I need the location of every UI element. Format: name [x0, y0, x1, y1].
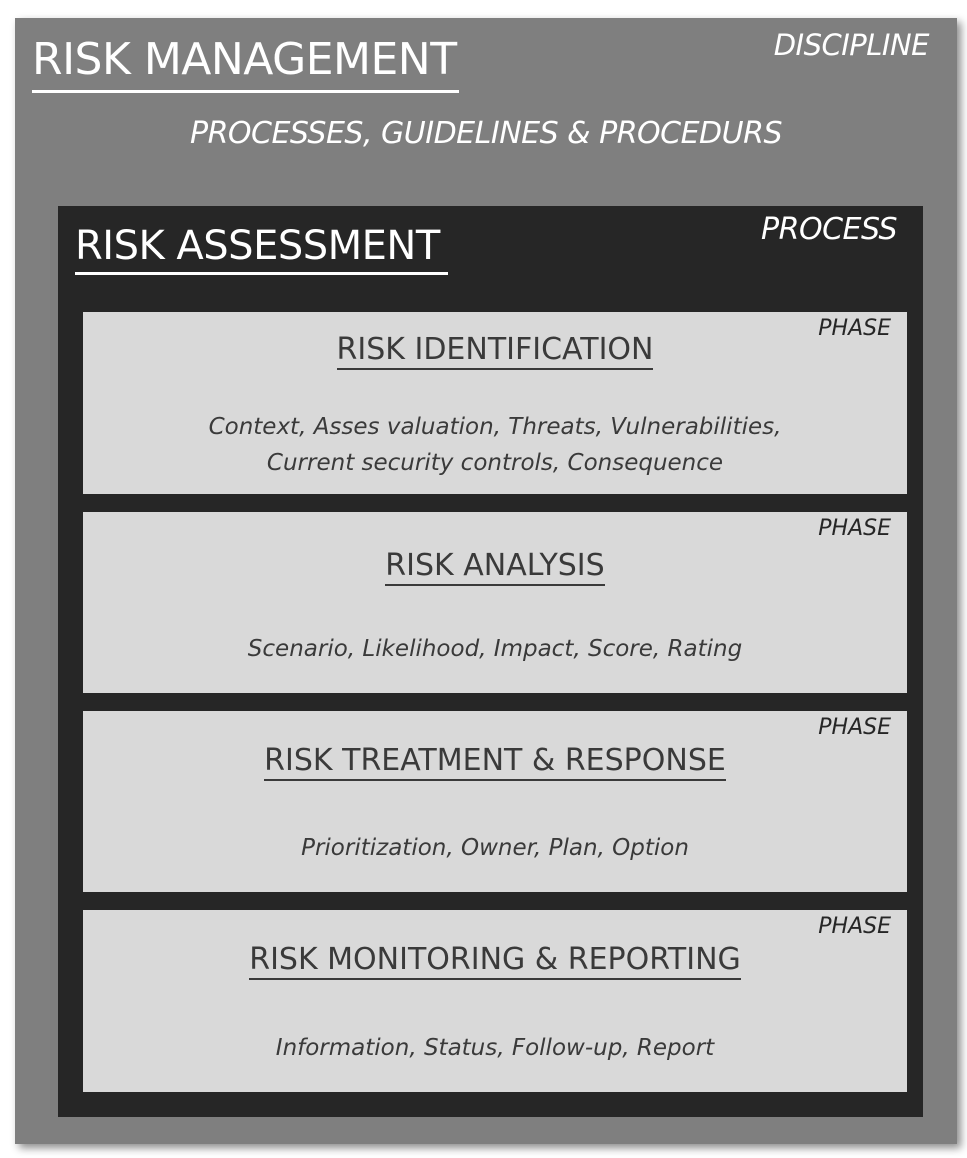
phase-title-text: RISK MONITORING & REPORTING — [249, 942, 741, 980]
phase-items-line: Current security controls, Consequence — [266, 450, 724, 476]
phase-title — [83, 940, 907, 980]
phase-box-identification — [83, 312, 907, 494]
phase-items — [83, 409, 907, 481]
phase-items — [83, 1030, 907, 1066]
process-title: RISK ASSESSMENT — [75, 220, 448, 275]
phase-items-line: Information, Status, Follow-up, Report — [275, 1035, 715, 1061]
phase-tag: PHASE — [818, 715, 891, 740]
phase-items-line: Prioritization, Owner, Plan, Option — [301, 835, 689, 861]
phase-title — [83, 330, 907, 370]
phase-box-analysis — [83, 512, 907, 693]
phase-items — [83, 830, 907, 866]
phase-tag: PHASE — [818, 516, 891, 541]
phase-title — [83, 741, 907, 781]
phase-title-text: RISK IDENTIFICATION — [337, 332, 654, 370]
phase-items-line: Scenario, Likelihood, Impact, Score, Rating — [247, 636, 743, 662]
discipline-subtitle: PROCESSES, GUIDELINES & PROCEDURS — [189, 116, 782, 151]
phase-title-text: RISK ANALYSIS — [385, 548, 604, 586]
phase-title-text: RISK TREATMENT & RESPONSE — [264, 743, 726, 781]
discipline-tag: DISCIPLINE — [773, 28, 929, 62]
phase-items — [83, 631, 907, 667]
phase-box-treatment — [83, 711, 907, 892]
phase-tag: PHASE — [818, 914, 891, 939]
discipline-title: RISK MANAGEMENT — [32, 30, 459, 93]
process-tag: PROCESS — [761, 212, 897, 247]
process-box — [58, 206, 923, 1117]
phase-box-monitoring — [83, 910, 907, 1092]
phase-title — [83, 546, 907, 586]
phase-items-line: Context, Asses valuation, Threats, Vulnerabilities, — [208, 414, 782, 440]
phase-tag: PHASE — [818, 316, 891, 341]
discipline-box — [15, 18, 957, 1144]
